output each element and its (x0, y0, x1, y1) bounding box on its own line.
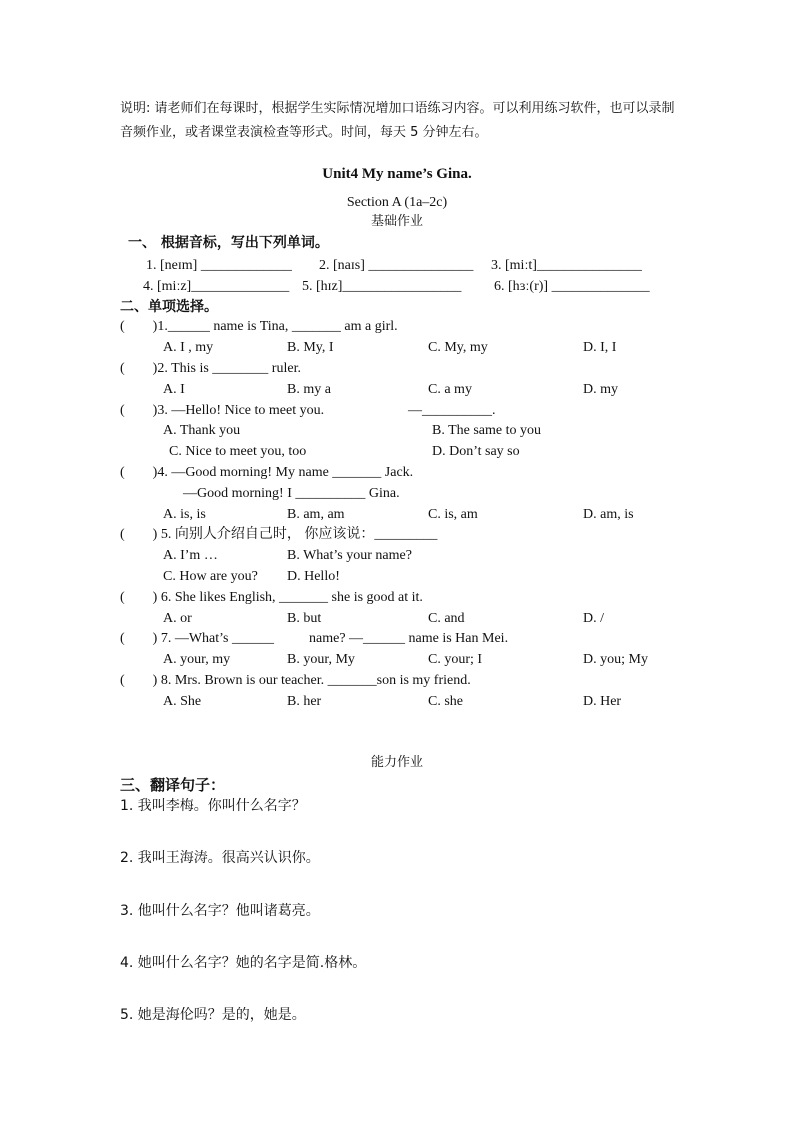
phonetic-item-5: 5. [hɪz]_________________ (302, 279, 462, 294)
question-4-stem: ( )4. —Good morning! My name _______ Jack. (120, 465, 414, 480)
question-1-stem: ( )1.______ name is Tina, _______ am a girl. (120, 319, 398, 334)
question-3-stem-answer: —__________. (408, 403, 496, 418)
translate-sentence-2: 2. 我叫王海涛。很高兴认识你。 (120, 850, 320, 866)
question-1-option-c: C. My, my (428, 340, 488, 355)
translate-sentence-3: 3. 他叫什么名字？他叫诸葛亮。 (120, 903, 320, 919)
question-4-option-a: A. is, is (163, 507, 206, 522)
question-1-option-a: A. I , my (163, 340, 214, 355)
phonetic-item-3: 3. [miːt]_______________ (491, 258, 642, 273)
phonetic-item-6: 6. [hɜː(r)] ______________ (494, 279, 650, 294)
question-8-option-c: C. she (428, 694, 463, 709)
basic-homework-label: 基础作业 (370, 214, 423, 229)
question-7-option-a: A. your, my (163, 652, 231, 667)
question-6-option-a: A. or (163, 611, 192, 626)
ability-homework-label: 能力作业 (370, 755, 423, 770)
question-5-option-d: D. Hello! (287, 569, 340, 584)
question-6-option-c: C. and (428, 611, 465, 626)
translate-sentence-4: 4. 她叫什么名字？她的名字是简.格林。 (120, 955, 367, 971)
question-7-stem: ( ) 7. —What’s ______ (120, 631, 274, 646)
question-2-option-d: D. my (583, 382, 618, 397)
question-3-stem: ( )3. —Hello! Nice to meet you. (120, 403, 325, 418)
question-8-stem: ( ) 8. Mrs. Brown is our teacher. _______son is my friend. (120, 673, 471, 688)
phonetic-item-4: 4. [miːz]______________ (143, 279, 290, 294)
question-4-option-b: B. am, am (287, 507, 345, 522)
question-1-option-b: B. My, I (287, 340, 334, 355)
instruction-note: 说明: 请老师们在每课时，根据学生实际情况增加口语练习内容。可以利用练习软件，也可以录制音频作业，或者课堂表演检查等形式。时间，每天 5 分钟左右。 (120, 101, 675, 140)
question-1-option-d: D. I, I (583, 340, 617, 355)
question-7-option-d: D. you; My (583, 652, 648, 667)
phonetic-item-2: 2. [naɪs] _______________ (319, 258, 474, 273)
question-4-option-d: D. am, is (583, 507, 634, 522)
question-2-option-b: B. my a (287, 382, 331, 397)
part2-heading: 二、单项选择。 (120, 299, 218, 315)
question-6-option-d: D. / (583, 611, 604, 626)
section-label: Section A (1a–2c) (346, 195, 448, 210)
part1-heading: 一、 根据音标，写出下列单词。 (128, 235, 329, 251)
question-2-option-a: A. I (163, 382, 185, 397)
question-5-option-b: B. What’s your name? (287, 548, 412, 563)
question-3-option-b: B. The same to you (432, 423, 542, 438)
question-7-option-b: B. your, My (287, 652, 355, 667)
translate-sentence-1: 1. 我叫李梅。你叫什么名字？ (120, 798, 306, 814)
question-7-option-c: C. your; I (428, 652, 483, 667)
question-3-option-d: D. Don’t say so (432, 444, 520, 459)
question-8-option-a: A. She (163, 694, 202, 709)
question-4-stem-line2: —Good morning! I __________ Gina. (183, 486, 400, 501)
question-8-option-d: D. Her (583, 694, 622, 709)
question-3-option-a: A. Thank you (163, 423, 241, 438)
question-2-option-c: C. a my (428, 382, 472, 397)
part3-heading: 三、翻译句子： (120, 776, 226, 794)
unit-title: Unit4 My name’s Gina. (322, 166, 472, 182)
question-7-stem-line2: name? —______ name is Han Mei. (309, 631, 509, 646)
question-5-stem: ( ) 5. 向别人介绍自己时， 你应该说：_________ (120, 527, 438, 542)
question-2-stem: ( )2. This is ________ ruler. (120, 361, 301, 376)
translate-sentence-5: 5. 她是海伦吗？是的，她是。 (120, 1007, 306, 1023)
question-6-option-b: B. but (287, 611, 322, 626)
question-6-stem: ( ) 6. She likes English, _______ she is good at it. (120, 590, 423, 605)
question-8-option-b: B. her (287, 694, 322, 709)
question-5-option-c: C. How are you? (163, 569, 258, 584)
question-3-option-c: C. Nice to meet you, too (169, 444, 307, 459)
phonetic-item-1: 1. [neɪm] _____________ (146, 258, 292, 273)
question-4-option-c: C. is, am (428, 507, 478, 522)
question-5-option-a: A. I’m … (163, 548, 218, 563)
